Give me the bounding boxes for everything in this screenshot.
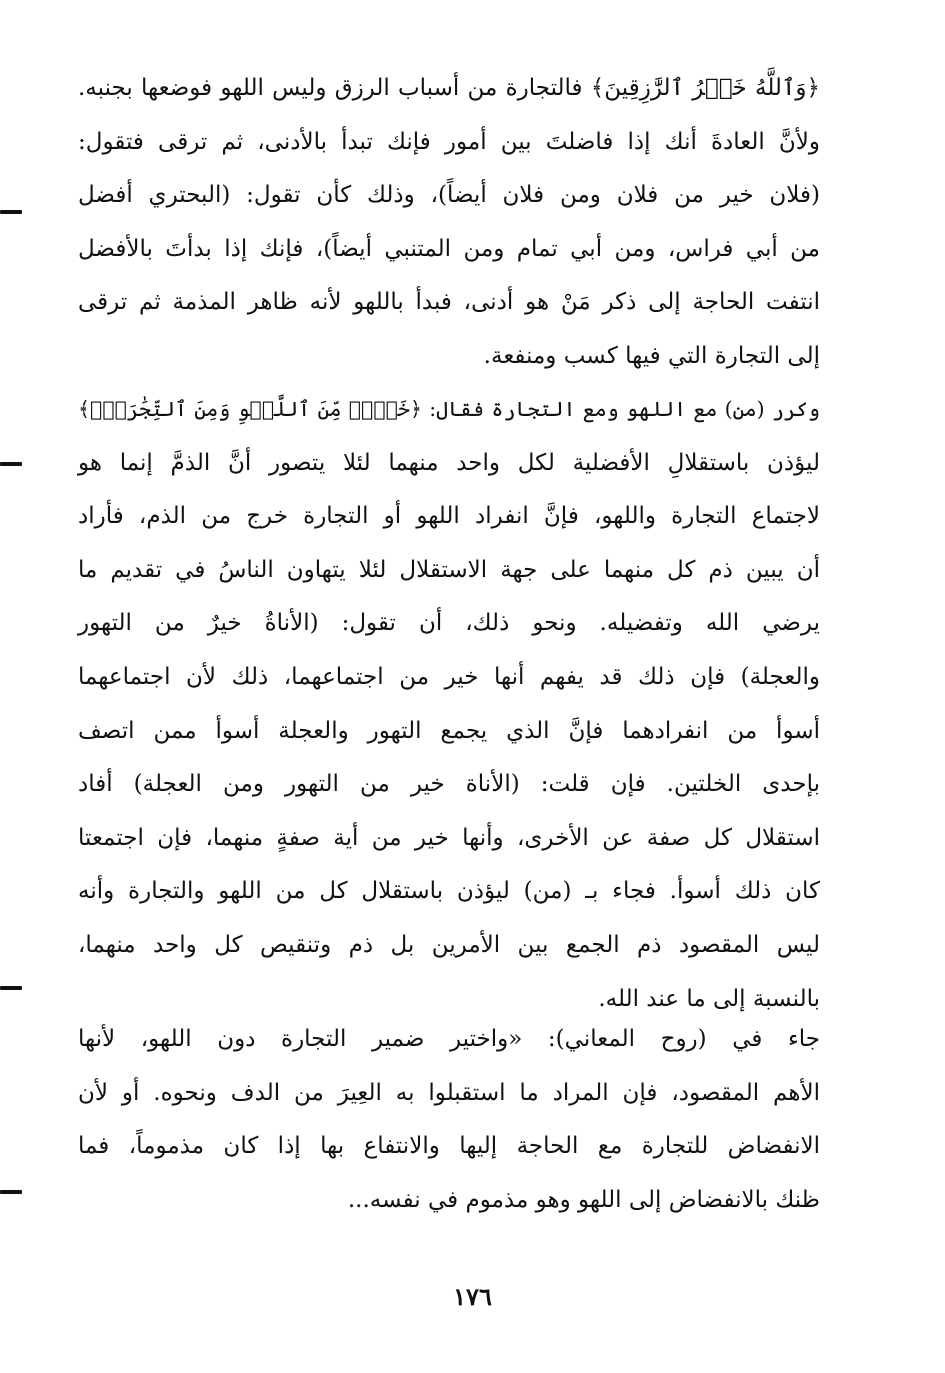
margin-mark [0, 1190, 22, 1194]
paragraph-2 [78, 383, 820, 1026]
margin-mark [0, 986, 22, 990]
text-line: إلى التجارة التي فيها كسب ومنفعة. [483, 342, 820, 369]
text-line: أن يبين ذم كل منهما على جهة الاستقلال لئلا يتهاون الناسُ في تقديم ما [78, 556, 820, 583]
text-line: وكرر (من) مع اللهو ومع التجارة فقال: ﴿خَيۡرٞ مِّنَ ٱللَّهۡوِ وَمِنَ ٱلتِّجَٰرَةِۚ﴾ [78, 397, 820, 421]
text-line: ﴿وَٱللَّهُ خَيۡرُ ٱلرَّٰزِقِينَ﴾ فالتجارة من أسباب الرزق وليس اللهو فوضعها بجنبه. [78, 75, 820, 101]
text-line: لاجتماع التجارة واللهو، فإنَّ انفراد اللهو أو التجارة خرج من الذم، فأراد [78, 503, 820, 530]
paragraph-1 [78, 62, 820, 384]
text-line: ظنك بالانفضاض إلى اللهو وهو مذموم في نفسه... [347, 1186, 820, 1213]
text-line: (فلان خير من فلان ومن فلان أيضاً)، وذلك كأن تقول: (البحتري أفضل [78, 182, 820, 209]
text-line: ليؤذن باستقلالِ الأفضلية لكل واحد منهما لئلا يتصور أنَّ الذمَّ إنما هو [78, 449, 820, 476]
margin-mark [0, 462, 22, 466]
text-line: يرضي الله وتفضيله. ونحو ذلك، أن تقول: (الأناةُ خيرٌ من التهور [78, 610, 820, 637]
text-line: أسوأ من انفرادهما فإنَّ الذي يجمع التهور والعجلة أسوأ ممن اتصف [78, 717, 820, 744]
text-line: والعجلة) فإن ذلك قد يفهم أنها خير من اجتماعهما، ذلك لأن اجتماعهما [78, 663, 820, 690]
text-line: ولأنَّ العادةَ أنك إذا فاضلتَ بين أمور فإنك تبدأ بالأدنى، ثم ترقى فتقول: [78, 128, 820, 155]
page-number: ١٧٦ [453, 1282, 492, 1311]
paragraph-3 [78, 1013, 820, 1227]
text-line: الأهم المقصود، فإن المراد ما استقبلوا به العِيرَ من الدف ونحوه. أو لأن [78, 1079, 820, 1106]
text-line: كان ذلك أسوأ. فجاء بـ (من) ليؤذن باستقلال كل من اللهو والتجارة وأنه [78, 878, 820, 905]
text-line: ليس المقصود ذم الجمع بين الأمرين بل ذم وتنقيص كل واحد منهما، [78, 931, 820, 958]
text-line: انتفت الحاجة إلى ذكر مَنْ هو أدنى، فبدأ باللهو لأنه ظاهر المذمة ثم ترقى [78, 289, 820, 316]
margin-mark [0, 210, 22, 214]
text-line: استقلال كل صفة عن الأخرى، وأنها خير من أية صفةٍ منهما، فإن اجتمعتا [78, 824, 820, 851]
text-line: بالنسبة إلى ما عند الله. [598, 985, 820, 1012]
text-line: الانفضاض للتجارة مع الحاجة إليها والانتفاع بها إذا كان مذموماً، فما [78, 1133, 820, 1160]
text-line: بإحدى الخلتين. فإن قلت: (الأناة خير من التهور ومن العجلة) أفاد [78, 771, 820, 798]
text-line: جاء في (روح المعاني): «واختير ضمير التجارة دون اللهو، لأنها [78, 1026, 820, 1052]
text-line: من أبي فراس، ومن أبي تمام ومن المتنبي أيضاً)، فإنك إذا بدأتَ بالأفضل [78, 235, 820, 262]
